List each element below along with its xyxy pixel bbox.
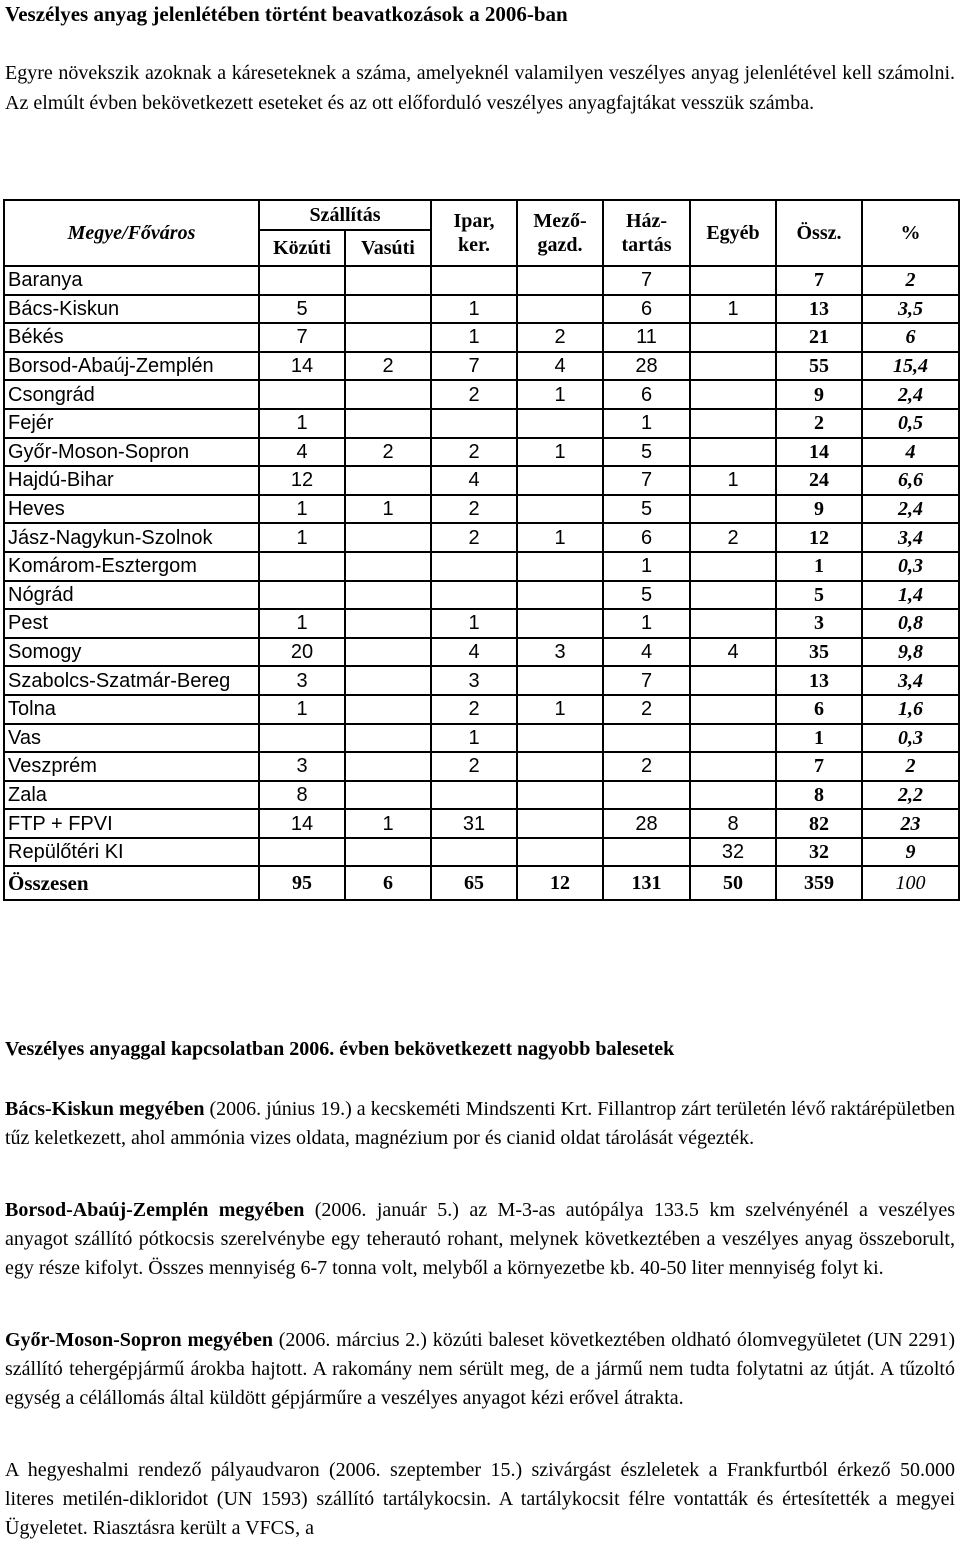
- other-value: [690, 609, 776, 638]
- household-value: 6: [603, 523, 690, 552]
- region-name: Összesen: [4, 866, 259, 900]
- table-row: [4, 809, 959, 838]
- household-value: 2: [603, 695, 690, 724]
- region-name: Bács-Kiskun: [4, 295, 259, 324]
- rail-value: 1: [345, 809, 431, 838]
- table-row: [4, 752, 959, 781]
- rail-value: [345, 466, 431, 495]
- rail-value: 6: [345, 866, 431, 900]
- road-value: 14: [259, 809, 345, 838]
- industry-value: 2: [431, 380, 517, 409]
- rail-value: [345, 724, 431, 753]
- household-value: [603, 724, 690, 753]
- household-value: 7: [603, 466, 690, 495]
- industry-value: [431, 266, 517, 295]
- region-name: Fejér: [4, 409, 259, 438]
- region-name: Baranya: [4, 266, 259, 295]
- region-name: Békés: [4, 323, 259, 352]
- agriculture-value: [517, 552, 603, 581]
- rail-value: [345, 323, 431, 352]
- intro-paragraph: Egyre növekszik azoknak a káreseteknek a száma, amelyeknél valamilyen veszélyes anyag jelenlétével kell számolni. Az elmúlt évben bekövetkezett eseteket és az ott előforduló veszélyes anyagfajtákat vesszük számba.: [5, 62, 955, 114]
- table-row: [4, 838, 959, 867]
- rail-value: [345, 666, 431, 695]
- road-value: [259, 552, 345, 581]
- total-value: 9: [776, 380, 862, 409]
- table-row: [4, 266, 959, 295]
- rail-value: [345, 523, 431, 552]
- agriculture-value: [517, 495, 603, 524]
- region-name: Szabolcs-Szatmár-Bereg: [4, 666, 259, 695]
- road-value: 8: [259, 781, 345, 810]
- household-value: 28: [603, 352, 690, 381]
- total-value: 5: [776, 581, 862, 610]
- household-value: 7: [603, 266, 690, 295]
- region-name: FTP + FPVI: [4, 809, 259, 838]
- household-value: 1: [603, 409, 690, 438]
- industry-value: 1: [431, 609, 517, 638]
- percent-value: 6: [862, 323, 959, 352]
- table-row: [4, 323, 959, 352]
- agriculture-value: 1: [517, 380, 603, 409]
- total-value: 32: [776, 838, 862, 867]
- road-value: 5: [259, 295, 345, 324]
- industry-value: 31: [431, 809, 517, 838]
- total-value: 7: [776, 752, 862, 781]
- household-value: 4: [603, 638, 690, 667]
- household-value: 5: [603, 438, 690, 467]
- rail-value: [345, 752, 431, 781]
- industry-value: [431, 838, 517, 867]
- header-industry: Ipar, ker.: [431, 200, 517, 266]
- household-value: 131: [603, 866, 690, 900]
- household-value: 2: [603, 752, 690, 781]
- rail-value: 2: [345, 352, 431, 381]
- industry-value: 2: [431, 695, 517, 724]
- rail-value: [345, 266, 431, 295]
- percent-value: 0,5: [862, 409, 959, 438]
- industry-value: 1: [431, 295, 517, 324]
- total-value: 55: [776, 352, 862, 381]
- household-value: 5: [603, 581, 690, 610]
- road-value: [259, 266, 345, 295]
- percent-value: 15,4: [862, 352, 959, 381]
- agriculture-value: [517, 666, 603, 695]
- percent-value: 6,6: [862, 466, 959, 495]
- table-row: [4, 581, 959, 610]
- percent-value: 9,8: [862, 638, 959, 667]
- other-value: 32: [690, 838, 776, 867]
- other-value: [690, 352, 776, 381]
- other-value: [690, 752, 776, 781]
- total-value: 6: [776, 695, 862, 724]
- household-value: [603, 781, 690, 810]
- region-name: Csongrád: [4, 380, 259, 409]
- other-value: 1: [690, 466, 776, 495]
- total-value: 13: [776, 666, 862, 695]
- agriculture-value: [517, 752, 603, 781]
- total-value: 359: [776, 866, 862, 900]
- household-value: [603, 838, 690, 867]
- header-total: Össz.: [776, 200, 862, 266]
- percent-value: 0,8: [862, 609, 959, 638]
- incident-paragraph: Borsod-Abaúj-Zemplén megyében (2006. január 5.) az M-3-as autópálya 133.5 km szelvényénél a veszélyes anyagot szállító pótkocsis szerelvénybe egy teherautó rohant, melynek következtében a veszélyes anyag összeborult, egy része kifolyt. Összes mennyiség 6-7 tonna volt, melyből a környezetbe kb. 40-50 liter mennyiség folyt ki.: [5, 1199, 955, 1279]
- road-value: 12: [259, 466, 345, 495]
- percent-value: 1,6: [862, 695, 959, 724]
- household-value: 1: [603, 609, 690, 638]
- region-name: Vas: [4, 724, 259, 753]
- header-household: Ház- tartás: [603, 200, 690, 266]
- header-agriculture: Mező- gazd.: [517, 200, 603, 266]
- table-row: [4, 638, 959, 667]
- industry-value: 4: [431, 638, 517, 667]
- table-row: [4, 466, 959, 495]
- total-value: 13: [776, 295, 862, 324]
- percent-value: 3,4: [862, 666, 959, 695]
- percent-value: 9: [862, 838, 959, 867]
- region-name: Győr-Moson-Sopron: [4, 438, 259, 467]
- region-name: Borsod-Abaúj-Zemplén: [4, 352, 259, 381]
- rail-value: 1: [345, 495, 431, 524]
- agriculture-value: [517, 809, 603, 838]
- road-value: 3: [259, 666, 345, 695]
- industry-value: 4: [431, 466, 517, 495]
- percent-value: 100: [862, 866, 959, 900]
- total-value: 9: [776, 495, 862, 524]
- percent-value: 0,3: [862, 724, 959, 753]
- percent-value: 2: [862, 752, 959, 781]
- industry-value: 3: [431, 666, 517, 695]
- rail-value: [345, 695, 431, 724]
- total-value: 8: [776, 781, 862, 810]
- agriculture-value: [517, 838, 603, 867]
- road-value: [259, 838, 345, 867]
- rail-value: [345, 638, 431, 667]
- road-value: [259, 724, 345, 753]
- other-value: [690, 438, 776, 467]
- table-row: [4, 352, 959, 381]
- agriculture-value: 1: [517, 695, 603, 724]
- agriculture-value: 4: [517, 352, 603, 381]
- section-title: Veszélyes anyaggal kapcsolatban 2006. évben bekövetkezett nagyobb balesetek: [5, 1038, 675, 1060]
- incident-paragraph: Bács-Kiskun megyében (2006. június 19.) a kecskeméti Mindszenti Krt. Fillantrop zárt területén lévő raktárépületben tűz keletkezett, ahol ammónia vizes oldata, magnézium por és cianid oldat tárolását végezték.: [5, 1098, 955, 1149]
- header-transport: Szállítás: [259, 200, 431, 230]
- region-name: Hajdú-Bihar: [4, 466, 259, 495]
- road-value: 3: [259, 752, 345, 781]
- table-row: [4, 781, 959, 810]
- road-value: [259, 581, 345, 610]
- industry-value: 1: [431, 323, 517, 352]
- other-value: [690, 409, 776, 438]
- other-value: 50: [690, 866, 776, 900]
- percent-value: 4: [862, 438, 959, 467]
- other-value: [690, 724, 776, 753]
- household-value: 6: [603, 380, 690, 409]
- rail-value: 2: [345, 438, 431, 467]
- household-value: 5: [603, 495, 690, 524]
- total-value: 14: [776, 438, 862, 467]
- percent-value: 1,4: [862, 581, 959, 610]
- agriculture-value: [517, 781, 603, 810]
- region-name: Repülőtéri KI: [4, 838, 259, 867]
- other-value: 4: [690, 638, 776, 667]
- other-value: [690, 781, 776, 810]
- header-rail: Vasúti: [345, 230, 431, 266]
- rail-value: [345, 838, 431, 867]
- percent-value: 23: [862, 809, 959, 838]
- table-row: [4, 666, 959, 695]
- road-value: [259, 380, 345, 409]
- road-value: 1: [259, 695, 345, 724]
- road-value: 7: [259, 323, 345, 352]
- rail-value: [345, 781, 431, 810]
- total-value: 82: [776, 809, 862, 838]
- header-percent: %: [862, 200, 959, 266]
- region-name: Veszprém: [4, 752, 259, 781]
- road-value: 1: [259, 495, 345, 524]
- rail-value: [345, 552, 431, 581]
- percent-value: 3,5: [862, 295, 959, 324]
- region-name: Tolna: [4, 695, 259, 724]
- table-row: [4, 724, 959, 753]
- page-title: Veszélyes anyag jelenlétében történt beavatkozások a 2006-ban: [5, 2, 568, 26]
- road-value: 14: [259, 352, 345, 381]
- table-row: [4, 695, 959, 724]
- industry-value: [431, 581, 517, 610]
- road-value: 1: [259, 409, 345, 438]
- other-value: [690, 266, 776, 295]
- header-road: Közúti: [259, 230, 345, 266]
- household-value: 7: [603, 666, 690, 695]
- total-value: 7: [776, 266, 862, 295]
- other-value: [690, 380, 776, 409]
- percent-value: 2,4: [862, 495, 959, 524]
- total-value: 35: [776, 638, 862, 667]
- agriculture-value: 12: [517, 866, 603, 900]
- other-value: [690, 495, 776, 524]
- table-row: [4, 438, 959, 467]
- industry-value: [431, 409, 517, 438]
- household-value: 28: [603, 809, 690, 838]
- industry-value: [431, 781, 517, 810]
- rail-value: [345, 380, 431, 409]
- agriculture-value: [517, 724, 603, 753]
- total-value: 1: [776, 552, 862, 581]
- total-value: 12: [776, 523, 862, 552]
- road-value: 20: [259, 638, 345, 667]
- agriculture-value: 1: [517, 523, 603, 552]
- percent-value: 2,2: [862, 781, 959, 810]
- rail-value: [345, 581, 431, 610]
- rail-value: [345, 409, 431, 438]
- agriculture-value: 1: [517, 438, 603, 467]
- agriculture-value: 2: [517, 323, 603, 352]
- agriculture-value: [517, 581, 603, 610]
- agriculture-value: [517, 266, 603, 295]
- agriculture-value: [517, 466, 603, 495]
- incident-paragraph: A hegyeshalmi rendező pályaudvaron (2006. szeptember 15.) szivárgást észleletek a Frankfurtból érkező 50.000 literes metilén-dikloridot (UN 1593) szállító tartálykocsin. A tartálykocsit félre vontatták és értesítették a megyei Ügyeletet. Riasztásra került a VFCS, a: [5, 1459, 955, 1539]
- industry-value: 2: [431, 523, 517, 552]
- percent-value: 0,3: [862, 552, 959, 581]
- total-value: 21: [776, 323, 862, 352]
- rail-value: [345, 295, 431, 324]
- other-value: [690, 552, 776, 581]
- total-value: 2: [776, 409, 862, 438]
- percent-value: 2,4: [862, 380, 959, 409]
- table-row: [4, 495, 959, 524]
- percent-value: 3,4: [862, 523, 959, 552]
- table-row: [4, 552, 959, 581]
- road-value: 4: [259, 438, 345, 467]
- household-value: 6: [603, 295, 690, 324]
- household-value: 1: [603, 552, 690, 581]
- table-row: [4, 295, 959, 324]
- percent-value: 2: [862, 266, 959, 295]
- industry-value: 2: [431, 438, 517, 467]
- total-value: 1: [776, 724, 862, 753]
- industry-value: 7: [431, 352, 517, 381]
- table-row: [4, 380, 959, 409]
- total-value: 3: [776, 609, 862, 638]
- household-value: 11: [603, 323, 690, 352]
- total-value: 24: [776, 466, 862, 495]
- industry-value: 1: [431, 724, 517, 753]
- incident-statistics-table: [3, 199, 960, 901]
- region-name: Pest: [4, 609, 259, 638]
- table-row: [4, 409, 959, 438]
- region-name: Komárom-Esztergom: [4, 552, 259, 581]
- industry-value: 2: [431, 752, 517, 781]
- industry-value: [431, 552, 517, 581]
- region-name: Nógrád: [4, 581, 259, 610]
- agriculture-value: [517, 295, 603, 324]
- rail-value: [345, 609, 431, 638]
- region-name: Somogy: [4, 638, 259, 667]
- agriculture-value: [517, 409, 603, 438]
- other-value: [690, 666, 776, 695]
- table-total-row: [4, 866, 959, 900]
- road-value: 95: [259, 866, 345, 900]
- road-value: 1: [259, 523, 345, 552]
- road-value: 1: [259, 609, 345, 638]
- agriculture-value: 3: [517, 638, 603, 667]
- region-name: Jász-Nagykun-Szolnok: [4, 523, 259, 552]
- agriculture-value: [517, 609, 603, 638]
- header-region: Megye/Főváros: [4, 200, 259, 266]
- other-value: 2: [690, 523, 776, 552]
- other-value: 8: [690, 809, 776, 838]
- other-value: [690, 323, 776, 352]
- incident-paragraph: Győr-Moson-Sopron megyében (2006. március 2.) közúti baleset következtében oldható ólomvegyületet (UN 2291) szállító tehergépjármű árokba hajtott. A rakomány nem sérült meg, de a jármű nem tudta folytatni az útját. A tűzoltó egység a célállomás által küldött gépjárműre a veszélyes anyagot kézi erővel átrakta.: [5, 1329, 955, 1409]
- industry-value: 2: [431, 495, 517, 524]
- region-name: Heves: [4, 495, 259, 524]
- table-body: [4, 266, 959, 900]
- other-value: 1: [690, 295, 776, 324]
- other-value: [690, 581, 776, 610]
- table-row: [4, 523, 959, 552]
- industry-value: 65: [431, 866, 517, 900]
- header-other: Egyéb: [690, 200, 776, 266]
- other-value: [690, 695, 776, 724]
- table-row: [4, 609, 959, 638]
- region-name: Zala: [4, 781, 259, 810]
